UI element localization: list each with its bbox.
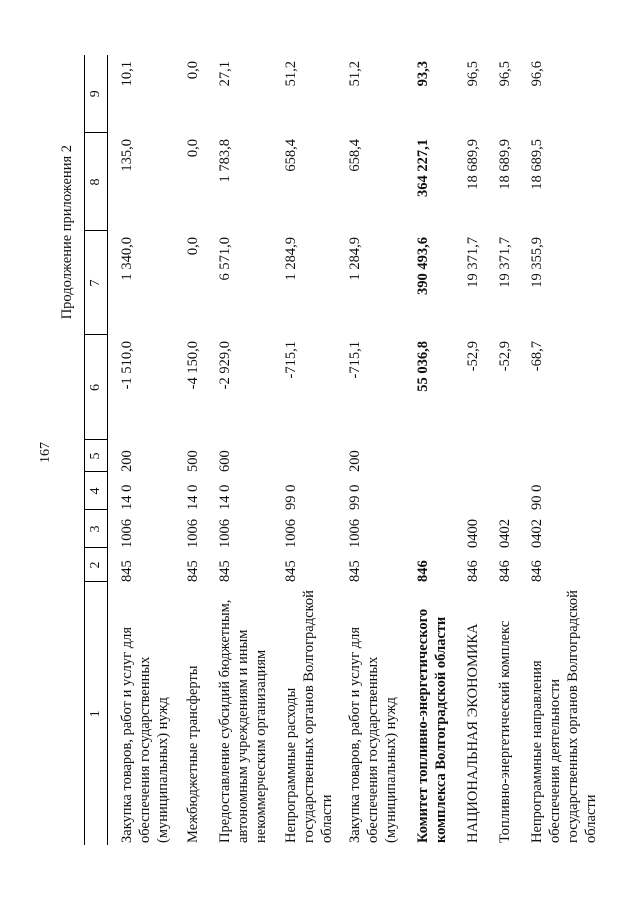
- header-col-6: 6: [85, 335, 108, 440]
- cell-admin: 846: [415, 560, 431, 582]
- cell-percent: 96,5: [497, 61, 513, 87]
- table-row: [108, 55, 175, 845]
- cell-planned: 0,0: [185, 237, 201, 256]
- cell-change: 55 036,8: [415, 341, 431, 392]
- row-name: Закупка товаров, работ и услуг для обеспечения государственных (муниципальных) нужд: [347, 626, 399, 843]
- cell-admin: 845: [217, 560, 233, 582]
- cell-planned: 1 284,9: [283, 237, 299, 281]
- cell-percent: 96,5: [465, 61, 481, 87]
- cell-program: [404, 472, 454, 510]
- page-number: 167: [38, 442, 53, 463]
- cell-section: 1006: [119, 519, 135, 548]
- header-col-7: 7: [85, 231, 108, 335]
- cell-program: 90 0: [529, 484, 545, 510]
- cell-program: 14 0: [185, 484, 201, 510]
- cell-percent: 0,0: [185, 61, 201, 80]
- table-row: [518, 55, 600, 845]
- cell-change: -4 150,0: [185, 341, 201, 390]
- row-name: Непрограммные расходы государственных органов Волгоградской области: [283, 590, 335, 843]
- cell-admin: 846: [465, 560, 481, 582]
- cell-expense-type: [454, 440, 486, 472]
- cell-planned: 390 493,6: [415, 237, 431, 295]
- row-name: Предоставление субсидий бюджетным, автономным учреждениям и иным некоммерческим организациям: [217, 599, 269, 843]
- cell-section: 1006: [185, 519, 201, 548]
- header-col-3: 3: [85, 510, 108, 548]
- cell-section: [404, 510, 454, 548]
- cell-percent: 27,1: [217, 61, 233, 87]
- cell-section: 1006: [347, 519, 363, 548]
- cell-program: [486, 472, 518, 510]
- cell-planned: 1 340,0: [119, 237, 135, 281]
- header-col-9: 9: [85, 55, 108, 133]
- cell-section: 0402: [497, 519, 513, 548]
- cell-program: 14 0: [119, 484, 135, 510]
- cell-executed: 1 783,8: [217, 139, 233, 183]
- row-name: НАЦИОНАЛЬНАЯ ЭКОНОМИКА: [465, 623, 481, 843]
- cell-change: -52,9: [465, 341, 481, 372]
- cell-program: [454, 472, 486, 510]
- row-name: Непрограммные направления обеспечения деятельности государственных органов Волгоградской области: [529, 590, 599, 843]
- cell-expense-type: [518, 440, 600, 472]
- cell-admin: 845: [347, 560, 363, 582]
- row-name: Межбюджетные трансферты: [185, 665, 201, 843]
- cell-executed: 135,0: [119, 139, 135, 172]
- header-col-5: 5: [85, 440, 108, 472]
- cell-section: 0402: [529, 519, 545, 548]
- table-row: [404, 55, 454, 845]
- table-row: [272, 55, 336, 845]
- row-name: Комитет топливно-энергетического комплекса Волгоградской области: [415, 608, 449, 843]
- cell-section: 1006: [217, 519, 233, 548]
- header-row: [85, 55, 108, 845]
- cell-section: 1006: [283, 519, 299, 548]
- cell-expense-type: 600: [217, 450, 233, 472]
- header-col-2: 2: [85, 548, 108, 582]
- cell-program: 99 0: [283, 484, 299, 510]
- cell-percent: 51,2: [347, 61, 363, 87]
- cell-admin: 846: [497, 560, 513, 582]
- cell-planned: 19 371,7: [465, 237, 481, 288]
- cell-planned: 19 371,7: [497, 237, 513, 288]
- row-name: Топливно-энергетический комплекс: [497, 620, 513, 843]
- cell-change: -715,1: [347, 341, 363, 379]
- cell-program: 14 0: [217, 484, 233, 510]
- header-col-4: 4: [85, 472, 108, 510]
- cell-admin: 845: [119, 560, 135, 582]
- cell-percent: 51,2: [283, 61, 299, 87]
- cell-expense-type: 500: [185, 450, 201, 472]
- table-row: [486, 55, 518, 845]
- table-row: [174, 55, 206, 845]
- continuation-caption: Продолжение приложения 2: [59, 145, 75, 320]
- cell-planned: 1 284,9: [347, 237, 363, 281]
- table-row: [454, 55, 486, 845]
- cell-executed: 658,4: [283, 139, 299, 172]
- cell-admin: 845: [283, 560, 299, 582]
- cell-section: 0400: [465, 519, 481, 548]
- cell-change: -52,9: [497, 341, 513, 372]
- cell-executed: 18 689,9: [497, 139, 513, 190]
- cell-executed: 18 689,5: [529, 139, 545, 190]
- cell-admin: 845: [185, 560, 201, 582]
- row-name: Закупка товаров, работ и услуг для обеспечения государственных (муниципальных) нужд: [119, 626, 171, 843]
- cell-admin: 846: [529, 560, 545, 582]
- table-row: [206, 55, 272, 845]
- table-row: [336, 55, 404, 845]
- cell-program: 99 0: [347, 484, 363, 510]
- cell-executed: 18 689,9: [465, 139, 481, 190]
- cell-change: -68,7: [529, 341, 545, 372]
- cell-expense-type: 200: [347, 450, 363, 472]
- budget-table: [84, 55, 600, 845]
- cell-expense-type: [486, 440, 518, 472]
- header-col-8: 8: [85, 133, 108, 231]
- cell-planned: 19 355,9: [529, 237, 545, 288]
- cell-change: -2 929,0: [217, 341, 233, 390]
- cell-expense-type: [272, 440, 336, 472]
- cell-percent: 96,6: [529, 61, 545, 87]
- cell-change: -1 510,0: [119, 341, 135, 390]
- cell-expense-type: 200: [119, 450, 135, 472]
- cell-planned: 6 571,0: [217, 237, 233, 281]
- cell-change: -715,1: [283, 341, 299, 379]
- cell-percent: 93,3: [415, 61, 431, 87]
- cell-expense-type: [404, 440, 454, 472]
- header-col-1: 1: [85, 582, 108, 845]
- cell-executed: 658,4: [347, 139, 363, 172]
- cell-executed: 364 227,1: [415, 139, 431, 197]
- cell-percent: 10,1: [119, 61, 135, 87]
- cell-executed: 0,0: [185, 139, 201, 158]
